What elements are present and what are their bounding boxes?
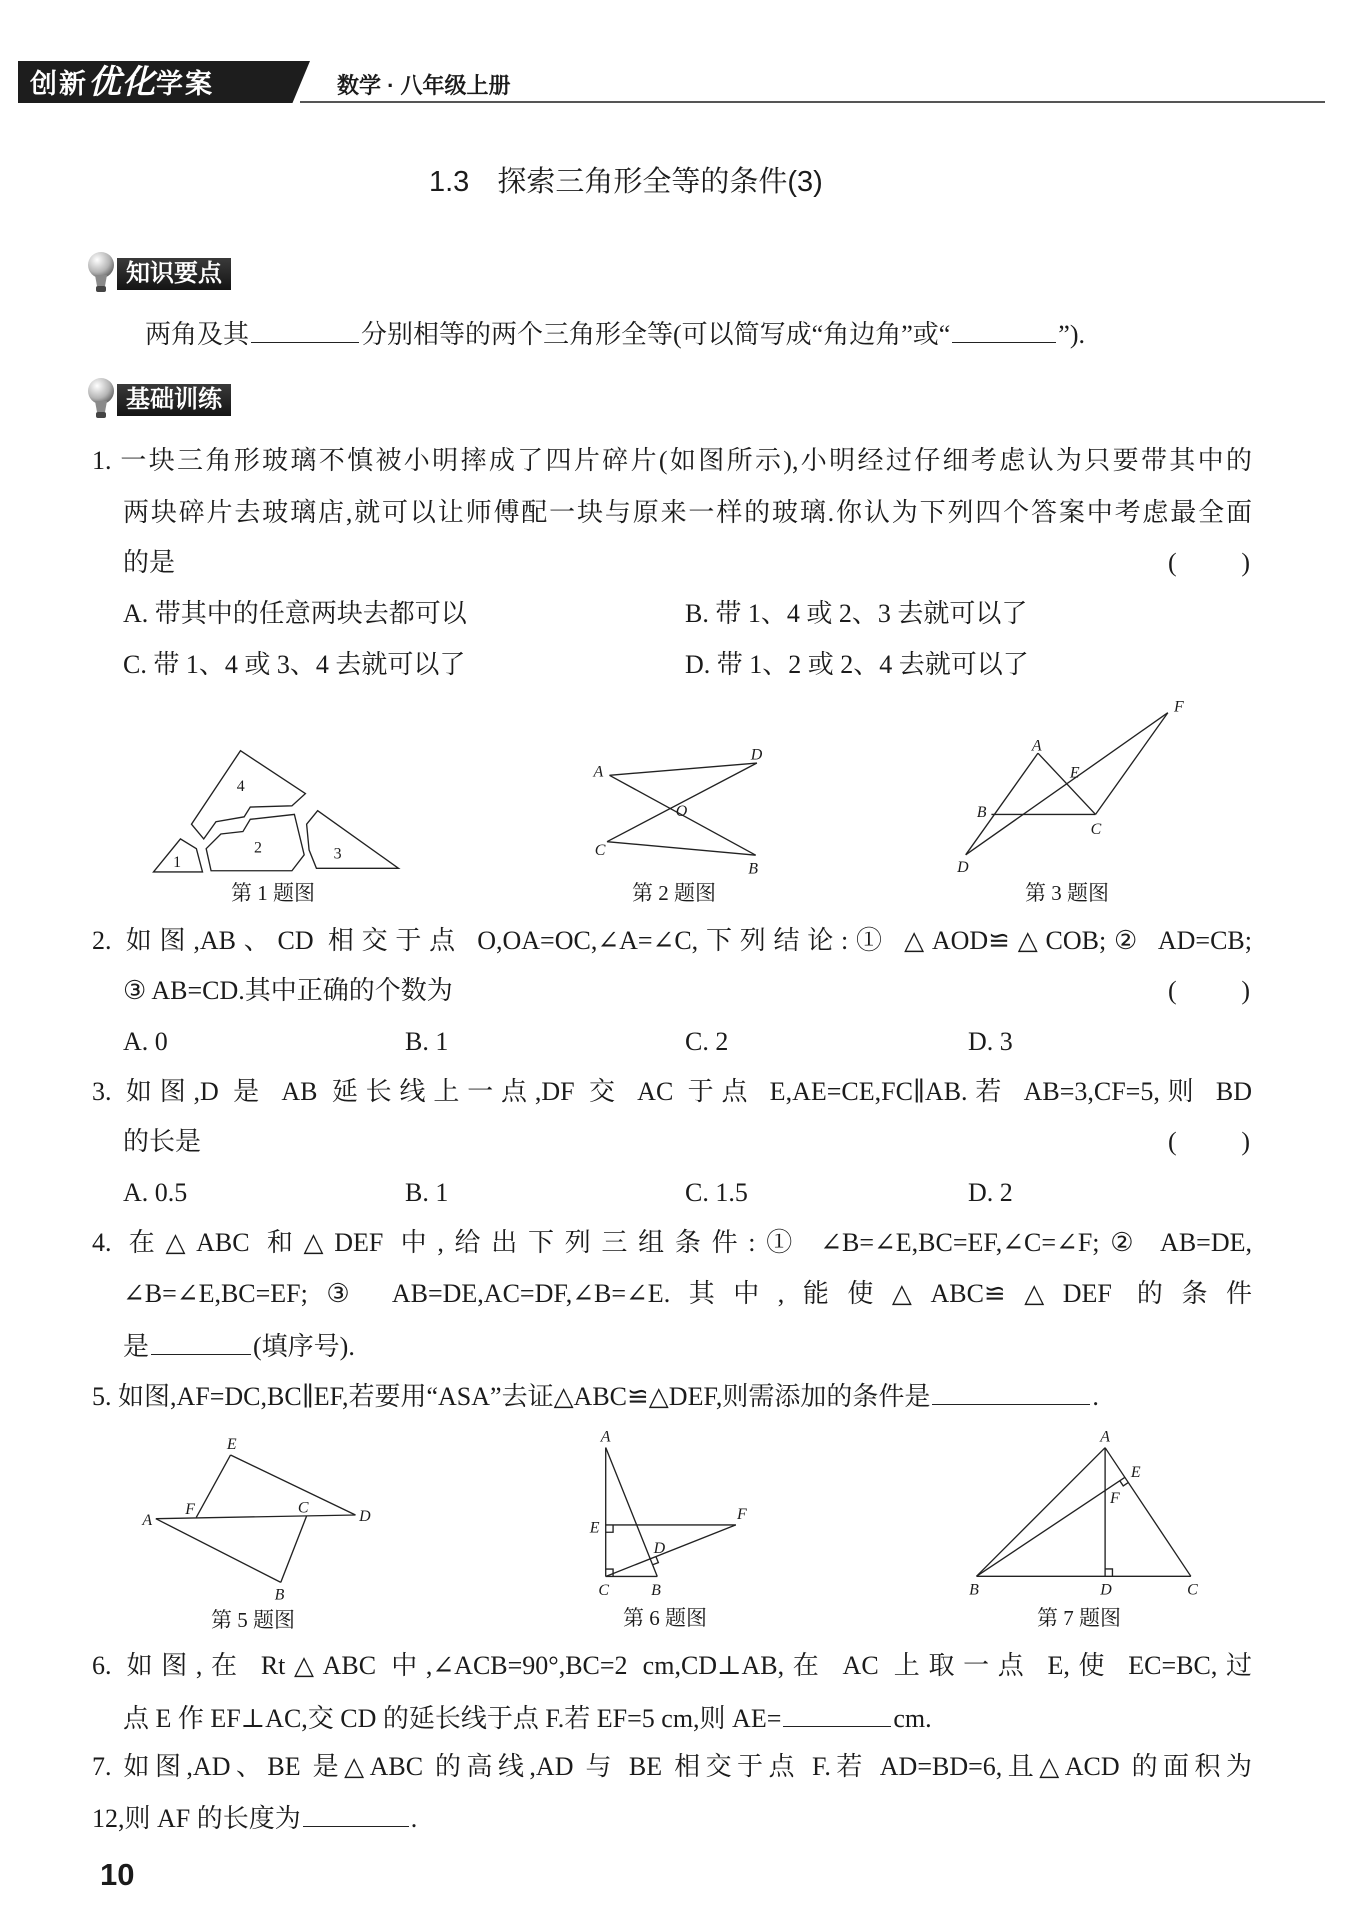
point-label-f: F [1109,1489,1120,1507]
q6-line-2-after: cm. [893,1704,932,1733]
figure-6-caption: 第 6 题图 [623,1606,707,1630]
point-label-e: E [226,1435,237,1453]
point-label-a: A [142,1511,153,1529]
brand-text-3: 学案 [156,69,214,99]
q2-answer-bracket: ( ) [1168,976,1250,1005]
section-title: 探索三角形全等的条件(3) [497,166,823,198]
point-label-b: B [976,803,987,821]
q7-line-2-before: 12,则 AF 的长度为 [92,1804,301,1833]
q7-line-2 [92,1802,417,1835]
piece-label-3: 3 [333,845,342,863]
figure-1-glass-pieces [141,736,411,883]
answer-blank [303,1802,409,1827]
point-label-e: E [1130,1464,1141,1482]
q6-line-2 [123,1702,932,1735]
segment-ed [231,1455,356,1515]
figure-6-right-triangle [586,1423,758,1601]
point-label-a: A [593,763,604,781]
lightbulb-icon [84,250,118,296]
q4-line-2: ∠B=∠E,BC=EF;③ AB=DE,AC=DF,∠B=∠E.其中,能使△ABC≌△DEF 的条件 [123,1279,1252,1308]
q3-answer-bracket: ( ) [1168,1127,1250,1156]
point-label-f: F [1173,698,1184,716]
q4-line-3-after: (填序号). [253,1332,355,1361]
page-number: 10 [100,1857,135,1892]
q1-answer-bracket: ( ) [1168,548,1250,577]
section-number: 1.3 [429,166,470,198]
q1-option-c: C. 带 1、4 或 3、4 去就可以了 [123,650,466,679]
figure-7-altitudes [963,1423,1208,1601]
answer-blank [251,318,359,343]
point-label-a: A [600,1428,611,1446]
figure-3-triangle-extension [951,693,1196,877]
point-label-c: C [598,1581,609,1599]
q1-line-1: 1. 一块三角形玻璃不慎被小明摔成了四片碎片(如图所示),小明经过仔细考虑认为只要带其中的 [92,446,1252,475]
segment-be [976,1477,1124,1576]
piece-label-4: 4 [236,778,245,796]
q5-line-1-before: 5. 如图,AF=DC,BC∥EF,若要用“ASA”去证△ABC≌△DEF,则需添加的条件是 [92,1382,931,1411]
q4-line-3-before: 是 [123,1332,150,1361]
point-label-d: D [1100,1581,1112,1599]
point-label-b: B [651,1581,661,1599]
header-rule [300,101,1325,103]
figure-3-caption: 第 3 题图 [1025,881,1109,905]
segment-cb [281,1516,307,1582]
header-subject: 数学 · 八年级上册 [337,73,511,98]
answer-blank [151,1330,251,1355]
q3-option-d: D. 2 [968,1178,1013,1207]
q5-line-1 [92,1380,1099,1413]
q2-option-d: D. 3 [968,1027,1013,1056]
figure-2-crossing-lines [586,736,773,881]
point-label-c: C [297,1499,309,1517]
piece-label-2: 2 [253,839,262,857]
segment-ab [606,1448,658,1577]
figure-5-caption: 第 5 题图 [211,1608,295,1632]
point-label-e: E [589,1519,600,1537]
q3-line-2: 的长是 [123,1127,202,1156]
section-tag-basic: 基础训练 [117,384,231,416]
q1-option-d: D. 带 1、2 或 2、4 去就可以了 [685,650,1029,679]
segment-ab [976,1448,1105,1577]
q5-line-1-after: . [1092,1382,1099,1411]
figure-5-two-triangles [135,1429,380,1604]
segment-fc [1096,713,1168,815]
page-title [429,164,823,200]
knowledge-text-1: 两角及其 [145,320,250,349]
point-label-d: D [957,858,969,876]
segment-ad [609,763,756,775]
q1-option-b: B. 带 1、4 或 2、3 去就可以了 [685,599,1028,628]
point-label-c: C [594,842,606,860]
q4-line-3 [123,1330,355,1363]
point-label-e: E [1069,764,1080,782]
knowledge-statement [145,318,1085,351]
q3-line-1: 3. 如图,D 是 AB 延长线上一点,DF 交 AC 于点 E,AE=CE,FC∥AB.若 AB=3,CF=5,则 BD [92,1077,1252,1106]
figure-7-caption: 第 7 题图 [1037,1606,1121,1630]
segment-ef [196,1455,230,1517]
point-label-d: D [750,746,763,764]
answer-blank [783,1702,891,1727]
brand-text-2: 优化 [88,63,156,100]
segment-ab [156,1519,281,1583]
q1-line-2: 两块碎片去玻璃店,就可以让师傅配一块与原来一样的玻璃.你认为下列四个答案中考虑最全面 [123,498,1252,527]
answer-blank [932,1380,1090,1405]
point-label-c: C [1187,1581,1198,1599]
q7-line-2-after: . [410,1804,418,1833]
right-angle-mark-d [1105,1569,1112,1576]
q2-line-1: 2. 如图,AB、CD 相交于点 O,OA=OC,∠A=∠C,下列结论:① △AOD≌△COB;② AD=CB; [92,926,1252,955]
point-label-d: D [653,1540,666,1558]
brand-text-1: 创新 [30,69,88,99]
section-tag-knowledge: 知识要点 [117,258,231,290]
q7-line-1: 7. 如图,AD、BE 是△ABC 的高线,AD 与 BE 相交于点 F.若 AD=BD=6,且△ACD 的面积为 [92,1752,1252,1781]
segment-df [966,713,1168,855]
q6-line-1: 6. 如图,在 Rt△ABC 中,∠ACB=90°,BC=2 cm,CD⊥AB,在 AC 上取一点 E,使 EC=BC,过 [92,1651,1252,1680]
segment-cf [606,1525,736,1577]
q3-option-a: A. 0.5 [123,1178,188,1207]
right-angle-mark-e [606,1525,613,1532]
figure-1-caption: 第 1 题图 [231,881,315,905]
point-label-a: A [1100,1428,1110,1446]
point-label-c: C [1090,821,1102,838]
q2-option-b: B. 1 [405,1027,449,1056]
lightbulb-icon [84,376,118,422]
answer-blank [952,318,1056,343]
q2-line-2: ③ AB=CD.其中正确的个数为 [123,976,453,1005]
header-brand [30,61,214,103]
point-label-o: O [675,802,688,820]
q6-line-2-before: 点 E 作 EF⊥AC,交 CD 的延长线于点 F.若 EF=5 cm,则 AE= [123,1704,782,1733]
glass-piece-3 [307,811,399,869]
point-label-b: B [274,1586,285,1604]
q1-line-3: 的是 [123,548,176,577]
segment-ac [1105,1448,1191,1577]
knowledge-text-2: 分别相等的两个三角形全等(可以简写成“角边角”或“ [361,320,951,349]
point-label-f: F [185,1500,195,1518]
point-label-a: A [1031,737,1042,755]
q3-option-b: B. 1 [405,1178,449,1207]
point-label-b: B [748,860,759,878]
q4-line-1: 4. 在△ABC 和△DEF 中,给出下列三组条件:① ∠B=∠E,BC=EF,∠C=∠F;② AB=DE, [92,1228,1252,1257]
q2-option-a: A. 0 [123,1027,168,1056]
point-label-d: D [359,1508,371,1526]
q1-option-a: A. 带其中的任意两块去都可以 [123,599,467,628]
point-label-b: B [969,1581,979,1599]
point-label-f: F [737,1505,747,1523]
q2-option-c: C. 2 [685,1027,729,1056]
knowledge-text-3: ”). [1058,320,1085,349]
piece-label-1: 1 [173,854,182,872]
q3-option-c: C. 1.5 [685,1178,748,1207]
figure-2-caption: 第 2 题图 [632,881,716,905]
